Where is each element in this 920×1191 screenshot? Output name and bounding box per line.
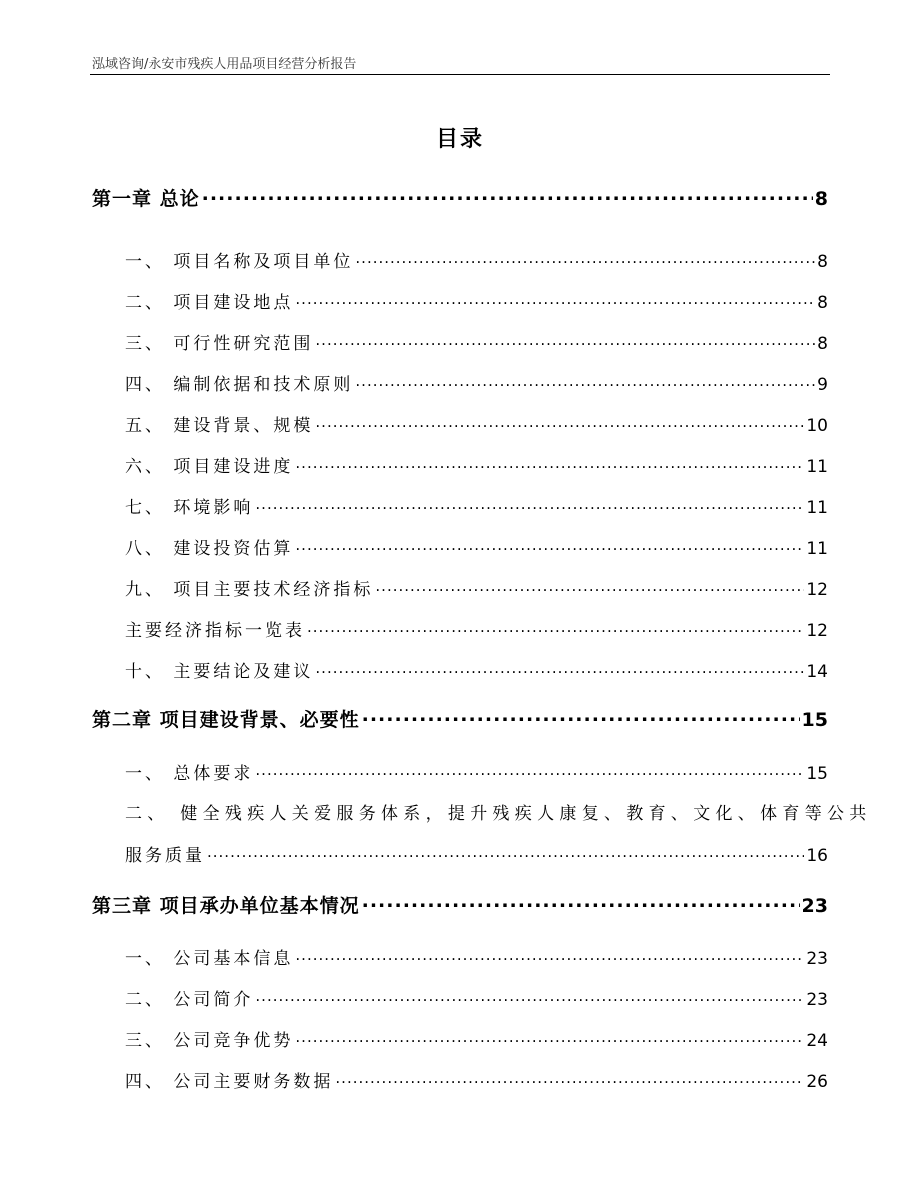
toc-page-number: 24 — [806, 1031, 828, 1051]
toc-page-number: 8 — [817, 252, 828, 272]
dot-leader — [355, 250, 815, 267]
toc-page-number: 26 — [806, 1072, 828, 1092]
toc-entry-label: 十、 主要结论及建议 — [125, 662, 314, 682]
dot-leader — [335, 1070, 804, 1087]
toc-section[interactable] — [125, 944, 828, 969]
toc-entry-label: 一、 项目名称及项目单位 — [125, 252, 354, 272]
toc-page-number: 15 — [806, 764, 828, 784]
toc-page-number: 23 — [806, 990, 828, 1010]
toc-entry-label: 四、 编制依据和技术原则 — [125, 375, 354, 395]
toc-section[interactable] — [125, 370, 828, 395]
toc-page-number: 8 — [817, 334, 828, 354]
toc-entry-label: 第一章 总论 — [92, 188, 200, 210]
toc-section[interactable] — [125, 1067, 828, 1092]
toc-entry-first-line[interactable]: 二、 健全残疾人关爱服务体系，提升残疾人康复、教育、文化、体育等公共 — [125, 804, 872, 824]
toc-chapter-2[interactable] — [92, 705, 828, 732]
dot-leader — [295, 455, 804, 472]
toc-page-number: 12 — [806, 621, 828, 641]
dot-leader — [362, 707, 800, 726]
dot-leader — [202, 186, 813, 205]
toc-section[interactable] — [125, 247, 828, 272]
dot-leader — [307, 619, 804, 636]
toc-page-number: 9 — [817, 375, 828, 395]
dot-leader — [362, 893, 800, 912]
dot-leader — [295, 291, 815, 308]
toc-section[interactable] — [125, 616, 828, 641]
dot-leader — [207, 844, 804, 861]
toc-page-number: 11 — [806, 539, 828, 559]
toc-entry-label: 第二章 项目建设背景、必要性 — [92, 709, 360, 731]
dot-leader — [255, 988, 804, 1005]
toc-chapter-1[interactable] — [92, 184, 828, 211]
toc-entry-label: 服务质量 — [125, 846, 205, 866]
toc-page-number: 11 — [806, 457, 828, 477]
dot-leader — [315, 660, 804, 677]
toc-page-number: 23 — [806, 949, 828, 969]
toc-page-number: 12 — [806, 580, 828, 600]
toc-page-number: 23 — [801, 895, 828, 917]
running-header: 泓域咨询/永安市残疾人用品项目经营分析报告 — [92, 57, 357, 72]
toc-entry-label: 七、 环境影响 — [125, 498, 254, 518]
toc-entry-label: 一、 总体要求 — [125, 764, 254, 784]
toc-section[interactable] — [125, 759, 828, 784]
dot-leader — [315, 414, 804, 431]
toc-entry-label: 三、 公司竞争优势 — [125, 1031, 294, 1051]
toc-entry-label: 主要经济指标一览表 — [125, 621, 305, 641]
toc-entry-label: 五、 建设背景、规模 — [125, 416, 314, 436]
dot-leader — [295, 947, 804, 964]
toc-section[interactable] — [125, 985, 828, 1010]
dot-leader — [295, 537, 804, 554]
dot-leader — [355, 373, 815, 390]
toc-section[interactable] — [125, 411, 828, 436]
toc-section[interactable] — [125, 1026, 828, 1051]
toc-page-number: 15 — [801, 709, 828, 731]
toc-section[interactable] — [125, 841, 828, 866]
dot-leader — [255, 496, 804, 513]
toc-section[interactable] — [125, 329, 828, 354]
toc-section[interactable] — [125, 288, 828, 313]
toc-section[interactable] — [125, 575, 828, 600]
toc-entry-label: 九、 项目主要技术经济指标 — [125, 580, 374, 600]
dot-leader — [315, 332, 815, 349]
toc-entry-label: 六、 项目建设进度 — [125, 457, 294, 477]
toc-section[interactable] — [125, 452, 828, 477]
toc-page-number: 8 — [814, 188, 828, 210]
toc-entry-label: 第三章 项目承办单位基本情况 — [92, 895, 360, 917]
toc-page-number: 16 — [806, 846, 828, 866]
toc-section[interactable] — [125, 657, 828, 682]
toc-page-number: 14 — [806, 662, 828, 682]
toc-entry-label: 二、 项目建设地点 — [125, 293, 294, 313]
dot-leader — [295, 1029, 804, 1046]
toc-entry-label: 四、 公司主要财务数据 — [125, 1072, 334, 1092]
page-title: 目录 — [435, 127, 484, 152]
toc-page-number: 8 — [817, 293, 828, 313]
toc-entry-label: 八、 建设投资估算 — [125, 539, 294, 559]
toc-section[interactable] — [125, 534, 828, 559]
dot-leader — [255, 762, 804, 779]
dot-leader — [375, 578, 804, 595]
toc-entry-label: 一、 公司基本信息 — [125, 949, 294, 969]
toc-page-number: 10 — [806, 416, 828, 436]
toc-entry-label: 二、 公司简介 — [125, 990, 254, 1010]
toc-chapter-3[interactable] — [92, 891, 828, 918]
toc-entry-label: 三、 可行性研究范围 — [125, 334, 314, 354]
toc-page-number: 11 — [806, 498, 828, 518]
toc-section[interactable] — [125, 493, 828, 518]
